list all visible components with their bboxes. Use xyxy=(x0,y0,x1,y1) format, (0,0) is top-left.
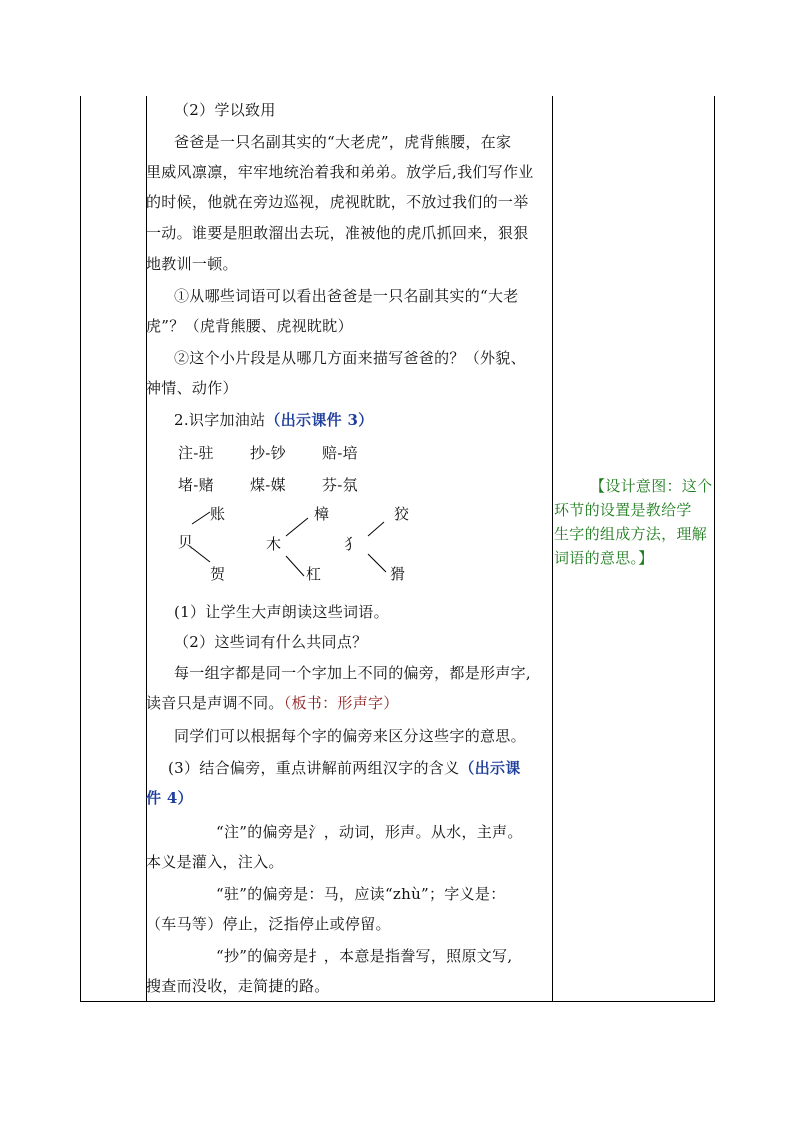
pair-2-1: 堵-赌 xyxy=(178,476,214,494)
design-intent-line-1: 【设计意图：这个 xyxy=(590,477,713,495)
step-3-line-1 xyxy=(168,756,552,780)
tree-1-down: 贺 xyxy=(210,565,226,583)
question-1-line-1: ①从哪些词语可以看出爸爸是一只名副其实的“大老 xyxy=(174,287,519,305)
tree-1-up: 账 xyxy=(210,505,226,523)
pair-2-3: 芬-氛 xyxy=(322,476,358,494)
tree-3-up: 狡 xyxy=(394,505,410,523)
expl-3-line-2: 搜查而没收，走简捷的路。 xyxy=(146,977,330,995)
step-1: (1）让学生大声朗读这些词语。 xyxy=(174,603,389,621)
passage-line-5: 地教训一顿。 xyxy=(146,255,238,273)
tree-1-root: 贝 xyxy=(178,533,194,551)
passage-line-2: 里威风凛凛，牢牢地统治着我和弟弟。放学后,我们写作业 xyxy=(146,163,534,181)
step-3-main: (3）结合偏旁，重点讲解前两组汉字的含义 xyxy=(168,759,460,777)
section-3-title-main: 2.识字加油站 xyxy=(174,411,266,429)
table-border-col2 xyxy=(552,96,553,1002)
answer-line-2 xyxy=(146,691,552,715)
expl-2-line-2: （车马等）停止，泛指停止或停留。 xyxy=(146,915,391,933)
board-note: （板书：形声字） xyxy=(283,694,399,712)
question-2-line-2: 神情、动作） xyxy=(146,379,238,397)
tree-3-root: 犭 xyxy=(344,535,360,553)
answer-line-2-text: 读音只是声调不同。 xyxy=(146,694,284,712)
design-intent-line-3: 生字的组成方法，理解 xyxy=(554,525,708,543)
expl-3-line-1: “抄”的偏旁是扌，本意是指誊写，照原文写, xyxy=(216,947,513,965)
lesson-content-cell xyxy=(146,96,552,1001)
question-1-line-2: 虎”？（虎背熊腰、虎视眈眈） xyxy=(146,317,353,335)
expl-1-line-1: “注”的偏旁是氵，动词，形声。从水，主声。 xyxy=(216,823,523,841)
table-border-bottom xyxy=(80,1001,715,1002)
step-2: （2）这些词有什么共同点？ xyxy=(174,633,368,651)
design-intent-line-4: 词语的意思。】 xyxy=(554,549,654,567)
tree-2-up: 樟 xyxy=(314,505,330,523)
passage-line-1: 爸爸是一只名副其实的“大老虎”，虎背熊腰，在家 xyxy=(174,133,512,151)
section-2-title: （2）学以致用 xyxy=(174,101,276,119)
radical-tree xyxy=(146,504,552,594)
passage-line-3: 的时候，他就在旁边巡视，虎视眈眈，不放过我们的一举 xyxy=(146,193,529,211)
courseware-note-4a: （出示课 xyxy=(459,759,521,777)
question-2-line-1: ②这个小片段是从哪几方面来描写爸爸的？（外貌、 xyxy=(174,349,526,367)
courseware-note-3: （出示课件 3） xyxy=(265,411,374,429)
table-border-left xyxy=(80,96,81,1002)
courseware-note-4b: 件 4） xyxy=(146,789,193,807)
tree-2-down: 杠 xyxy=(306,565,322,583)
design-intent-note xyxy=(554,474,714,570)
section-3-title xyxy=(174,408,552,432)
pair-2-2: 煤-媒 xyxy=(250,476,286,494)
summary: 同学们可以根据每个字的偏旁来区分这些字的意思。 xyxy=(174,727,526,745)
pair-1-2: 抄-钞 xyxy=(250,444,286,462)
design-intent-line-2: 环节的设置是教给学 xyxy=(554,501,692,519)
expl-2-line-1: “驻”的偏旁是：马，应读“zhù”；字义是： xyxy=(216,885,506,903)
tree-2-root: 木 xyxy=(266,535,282,553)
tree-3-down: 猾 xyxy=(390,565,406,583)
answer-line-1: 每一组字都是同一个字加上不同的偏旁，都是形声字, xyxy=(174,664,531,682)
table-border-right xyxy=(714,96,715,1002)
expl-1-line-2: 本义是灌入，注入。 xyxy=(146,853,284,871)
pair-1-3: 赔-培 xyxy=(322,444,358,462)
passage-line-4: 一动。谁要是胆敢溜出去玩，准被他的虎爪抓回来，狠狠 xyxy=(146,224,529,242)
pair-1-1: 注-驻 xyxy=(178,444,214,462)
